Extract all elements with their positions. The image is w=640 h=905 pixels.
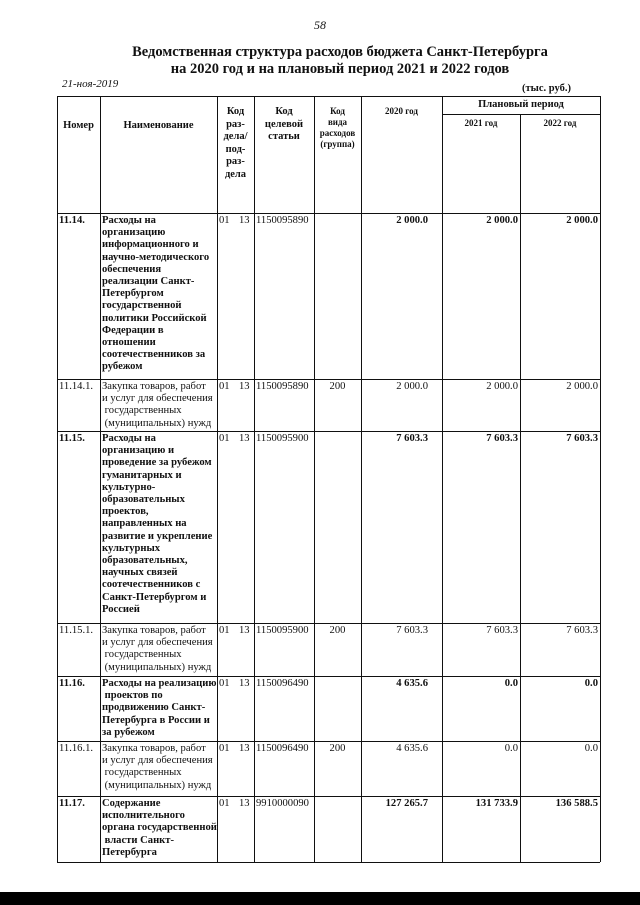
row-value-2022: 7 603.3 bbox=[566, 625, 598, 636]
row-section: 01 bbox=[219, 678, 230, 689]
row-value-2020: 7 603.3 bbox=[396, 625, 428, 636]
row-subsection: 13 bbox=[239, 678, 250, 689]
planned-period-divider bbox=[442, 114, 600, 115]
document-title bbox=[60, 44, 620, 78]
row-value-2020: 2 000.0 bbox=[396, 381, 428, 392]
row-number: 11.17. bbox=[59, 798, 85, 809]
row-target-code: 1150096490 bbox=[256, 678, 309, 689]
row-value-2020: 7 603.3 bbox=[396, 433, 428, 444]
column-line-7 bbox=[600, 96, 601, 862]
header-2020: 2020 год bbox=[385, 106, 418, 116]
header-2022: 2022 год bbox=[543, 118, 577, 128]
header-number: Номер bbox=[63, 120, 94, 131]
column-line-3 bbox=[254, 96, 255, 862]
row-name: Закупка товаров, работ и услуг для обеспечения государственных (муниципальных) нужд bbox=[102, 381, 213, 429]
row-value-2021: 131 733.9 bbox=[475, 798, 518, 809]
row-number: 11.16. bbox=[59, 678, 85, 689]
units-label: (тыс. руб.) bbox=[522, 83, 571, 94]
row-number: 11.14.1. bbox=[59, 381, 94, 392]
row-number: 11.14. bbox=[59, 215, 85, 226]
row-value-2021: 2 000.0 bbox=[486, 215, 518, 226]
row-number: 11.15.1. bbox=[59, 625, 94, 636]
title-line-2: на 2020 год и на плановый период 2021 и 2022 годов bbox=[170, 61, 510, 77]
header-2021: 2021 год bbox=[464, 118, 498, 128]
row-value-2020: 4 635.6 bbox=[396, 678, 428, 689]
row-name: Закупка товаров, работ и услуг для обеспечения государственных (муниципальных) нужд bbox=[102, 625, 213, 673]
row-border-5 bbox=[57, 796, 600, 797]
row-value-2020: 2 000.0 bbox=[396, 215, 428, 226]
row-subsection: 13 bbox=[239, 798, 250, 809]
column-line-1 bbox=[100, 96, 101, 862]
header-name: Наименование bbox=[123, 120, 194, 131]
column-line-0 bbox=[57, 96, 58, 862]
table-top-border bbox=[57, 96, 600, 97]
row-subsection: 13 bbox=[239, 743, 250, 754]
row-value-2022: 2 000.0 bbox=[566, 381, 598, 392]
row-value-2022: 0.0 bbox=[584, 743, 598, 754]
header-planned-period: Плановый период bbox=[478, 99, 564, 110]
row-expense-code: 200 bbox=[329, 625, 346, 636]
row-name: Расходы на организацию и проведение за рубежом гуманитарных и культурно- образовательных проектов, направленных на развитие и укрепление культурных образовательных, научных связей соотечественников с Санкт-Петербургом и Россией bbox=[102, 433, 213, 615]
row-section: 01 bbox=[219, 798, 230, 809]
header-target-code: Код целевой статьи bbox=[264, 106, 304, 142]
header-expense-code: Код вида расходов (группа) bbox=[319, 106, 356, 149]
row-value-2021: 0.0 bbox=[504, 743, 518, 754]
row-border-1 bbox=[57, 431, 600, 432]
row-value-2021: 2 000.0 bbox=[486, 381, 518, 392]
row-target-code: 1150095890 bbox=[256, 381, 309, 392]
row-name: Расходы на реализацию проектов по продвижению Санкт- Петербурга в России и за рубежом bbox=[102, 678, 217, 738]
row-value-2021: 0.0 bbox=[504, 678, 518, 689]
row-target-code: 1150095900 bbox=[256, 433, 309, 444]
row-border-4 bbox=[57, 741, 600, 742]
row-target-code: 9910000090 bbox=[256, 798, 309, 809]
scan-bottom-edge bbox=[0, 892, 640, 905]
page-number: 58 bbox=[314, 18, 326, 32]
header-section-code: Код раз- дела/ под- раз- дела bbox=[223, 106, 248, 180]
row-target-code: 1150095890 bbox=[256, 215, 309, 226]
document-date: 21-ноя-2019 bbox=[62, 78, 119, 90]
row-value-2021: 7 603.3 bbox=[486, 433, 518, 444]
row-number: 11.15. bbox=[59, 433, 85, 444]
row-section: 01 bbox=[219, 743, 230, 754]
row-name: Закупка товаров, работ и услуг для обеспечения государственных (муниципальных) нужд bbox=[102, 743, 213, 791]
title-line-1: Ведомственная структура расходов бюджета Санкт-Петербурга bbox=[132, 44, 548, 60]
row-value-2022: 2 000.0 bbox=[566, 215, 598, 226]
row-subsection: 13 bbox=[239, 433, 250, 444]
row-value-2022: 7 603.3 bbox=[566, 433, 598, 444]
row-value-2022: 136 588.5 bbox=[555, 798, 598, 809]
row-subsection: 13 bbox=[239, 381, 250, 392]
header-bottom-border bbox=[57, 213, 600, 214]
row-section: 01 bbox=[219, 433, 230, 444]
row-name: Расходы на организацию информационного и научно-методического обеспечения реализации Санкт- Петербургом государственной политики Российской Федерации в отношении соотечественников за рубежом bbox=[102, 215, 210, 373]
row-expense-code: 200 bbox=[329, 743, 346, 754]
row-value-2020: 127 265.7 bbox=[385, 798, 428, 809]
row-target-code: 1150095900 bbox=[256, 625, 309, 636]
row-section: 01 bbox=[219, 215, 230, 226]
row-name: Содержание исполнительного органа государственной власти Санкт- Петербурга bbox=[102, 798, 217, 858]
row-border-2 bbox=[57, 623, 600, 624]
row-value-2022: 0.0 bbox=[584, 678, 598, 689]
row-border-0 bbox=[57, 379, 600, 380]
row-value-2020: 4 635.6 bbox=[396, 743, 428, 754]
row-section: 01 bbox=[219, 625, 230, 636]
row-value-2021: 7 603.3 bbox=[486, 625, 518, 636]
row-section: 01 bbox=[219, 381, 230, 392]
row-border-6 bbox=[57, 862, 600, 863]
row-number: 11.16.1. bbox=[59, 743, 94, 754]
row-subsection: 13 bbox=[239, 625, 250, 636]
column-line-2 bbox=[217, 96, 218, 862]
row-subsection: 13 bbox=[239, 215, 250, 226]
row-expense-code: 200 bbox=[329, 381, 346, 392]
row-border-3 bbox=[57, 676, 600, 677]
row-target-code: 1150096490 bbox=[256, 743, 309, 754]
